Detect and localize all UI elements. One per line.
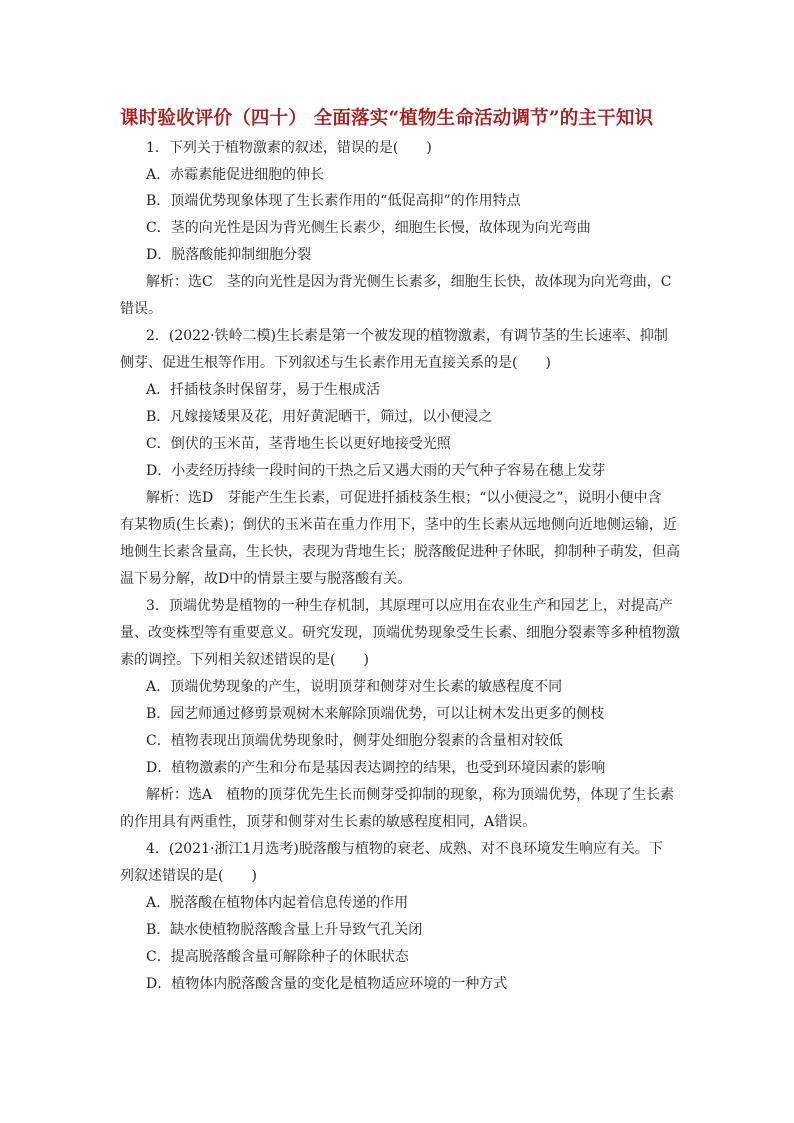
question-4-option-b: B．缺水使植物脱落酸含量上升导致气孔关闭 (146, 922, 423, 938)
question-3-option-d: D．植物激素的产生和分布是基因表达调控的结果，也受到环境因素的影响 (146, 760, 606, 776)
question-4-stem: 4．(2021·浙江1月选考)脱落酸与植物的衰老、成熟、对不良环境发生响应有关。下 (146, 841, 663, 857)
question-4-option-a: A．脱落酸在植物体内起着信息传递的作用 (146, 895, 409, 911)
question-3-stem: 3．顶端优势是植物的一种生存机制，其原理可以应用在农业生产和园艺上，对提高产 (146, 598, 673, 614)
question-2-analysis: 解析：选D 芽能产生生长素，可促进扦插枝条生根；“以小便浸之”，说明小便中含 (146, 490, 662, 506)
question-1-option-d: D．脱落酸能抑制细胞分裂 (146, 247, 312, 263)
question-1-option-b: B．顶端优势现象体现了生长素作用的“低促高抑”的作用特点 (146, 193, 521, 209)
question-1-option-a: A．赤霉素能促进细胞的伸长 (146, 167, 325, 183)
question-1-analysis: 解析：选C 茎的向光性是因为背光侧生长素多，细胞生长快，故体现为向光弯曲，C (146, 274, 672, 290)
question-4-option-c: C．提高脱落酸含量可解除种子的休眠状态 (146, 949, 409, 965)
question-3-stem-cont-2: 素的调控。下列相关叙述错误的是( ) (120, 652, 369, 668)
question-2-option-d: D．小麦经历持续一段时间的干热之后又遇大雨的天气种子容易在穗上发芽 (146, 463, 606, 479)
question-2-analysis-cont-1: 有某物质(生长素)；倒伏的玉米苗在重力作用下，茎中的生长素从远地侧向近地侧运输，近 (120, 517, 677, 533)
question-2-stem-cont: 侧芽、促进生根等作用。下列叙述与生长素作用无直接关系的是( ) (120, 355, 551, 371)
question-1-stem: 1．下列关于植物激素的叙述，错误的是( ) (146, 140, 432, 156)
question-1-option-c: C．茎的向光性是因为背光侧生长素少，细胞生长慢，故体现为向光弯曲 (146, 220, 591, 236)
question-2-analysis-cont-3: 温下易分解，故D中的情景主要与脱落酸有关。 (120, 571, 412, 587)
question-2-stem: 2．(2022·铁岭二模)生长素是第一个被发现的植物激素，有调节茎的生长速率、抑制 (146, 328, 668, 344)
question-4-stem-cont: 列叙述错误的是( ) (120, 868, 257, 884)
question-3-option-b: B．园艺师通过修剪景观树木来解除顶端优势，可以让树木发出更多的侧枝 (146, 706, 605, 722)
question-2-option-c: C．倒伏的玉米苗，茎背地生长以更好地接受光照 (146, 436, 451, 452)
question-2-option-a: A．扦插枝条时保留芽，易于生根成活 (146, 382, 381, 398)
question-4-option-d: D．植物体内脱落酸含量的变化是植物适应环境的一种方式 (146, 976, 508, 992)
question-3-analysis-cont: 的作用具有两重性，顶芽和侧芽对生长素的敏感程度相同，A错误。 (120, 814, 537, 830)
question-1-analysis-cont: 错误。 (120, 301, 162, 317)
question-3-analysis: 解析：选A 植物的顶芽优先生长而侧芽受抑制的现象，称为顶端优势，体现了生长素 (146, 787, 675, 803)
question-3-stem-cont-1: 量、改变株型等有重要意义。研究发现，顶端优势现象受生长素、细胞分裂素等多种植物激 (120, 625, 680, 641)
question-2-analysis-cont-2: 地侧生长素含量高，生长快，表现为背地生长；脱落酸促进种子休眠，抑制种子萌发，但高 (120, 544, 680, 560)
page-title: 课时验收评价（四十） 全面落实“植物生命活动调节”的主干知识 (120, 108, 654, 129)
question-3-option-a: A．顶端优势现象的产生，说明顶芽和侧芽对生长素的敏感程度不同 (146, 679, 563, 695)
question-3-option-c: C．植物表现出顶端优势现象时，侧芽处细胞分裂素的含量相对较低 (146, 733, 563, 749)
question-2-option-b: B．凡嫁接矮果及花，用好黄泥晒干，筛过，以小便浸之 (146, 409, 493, 425)
